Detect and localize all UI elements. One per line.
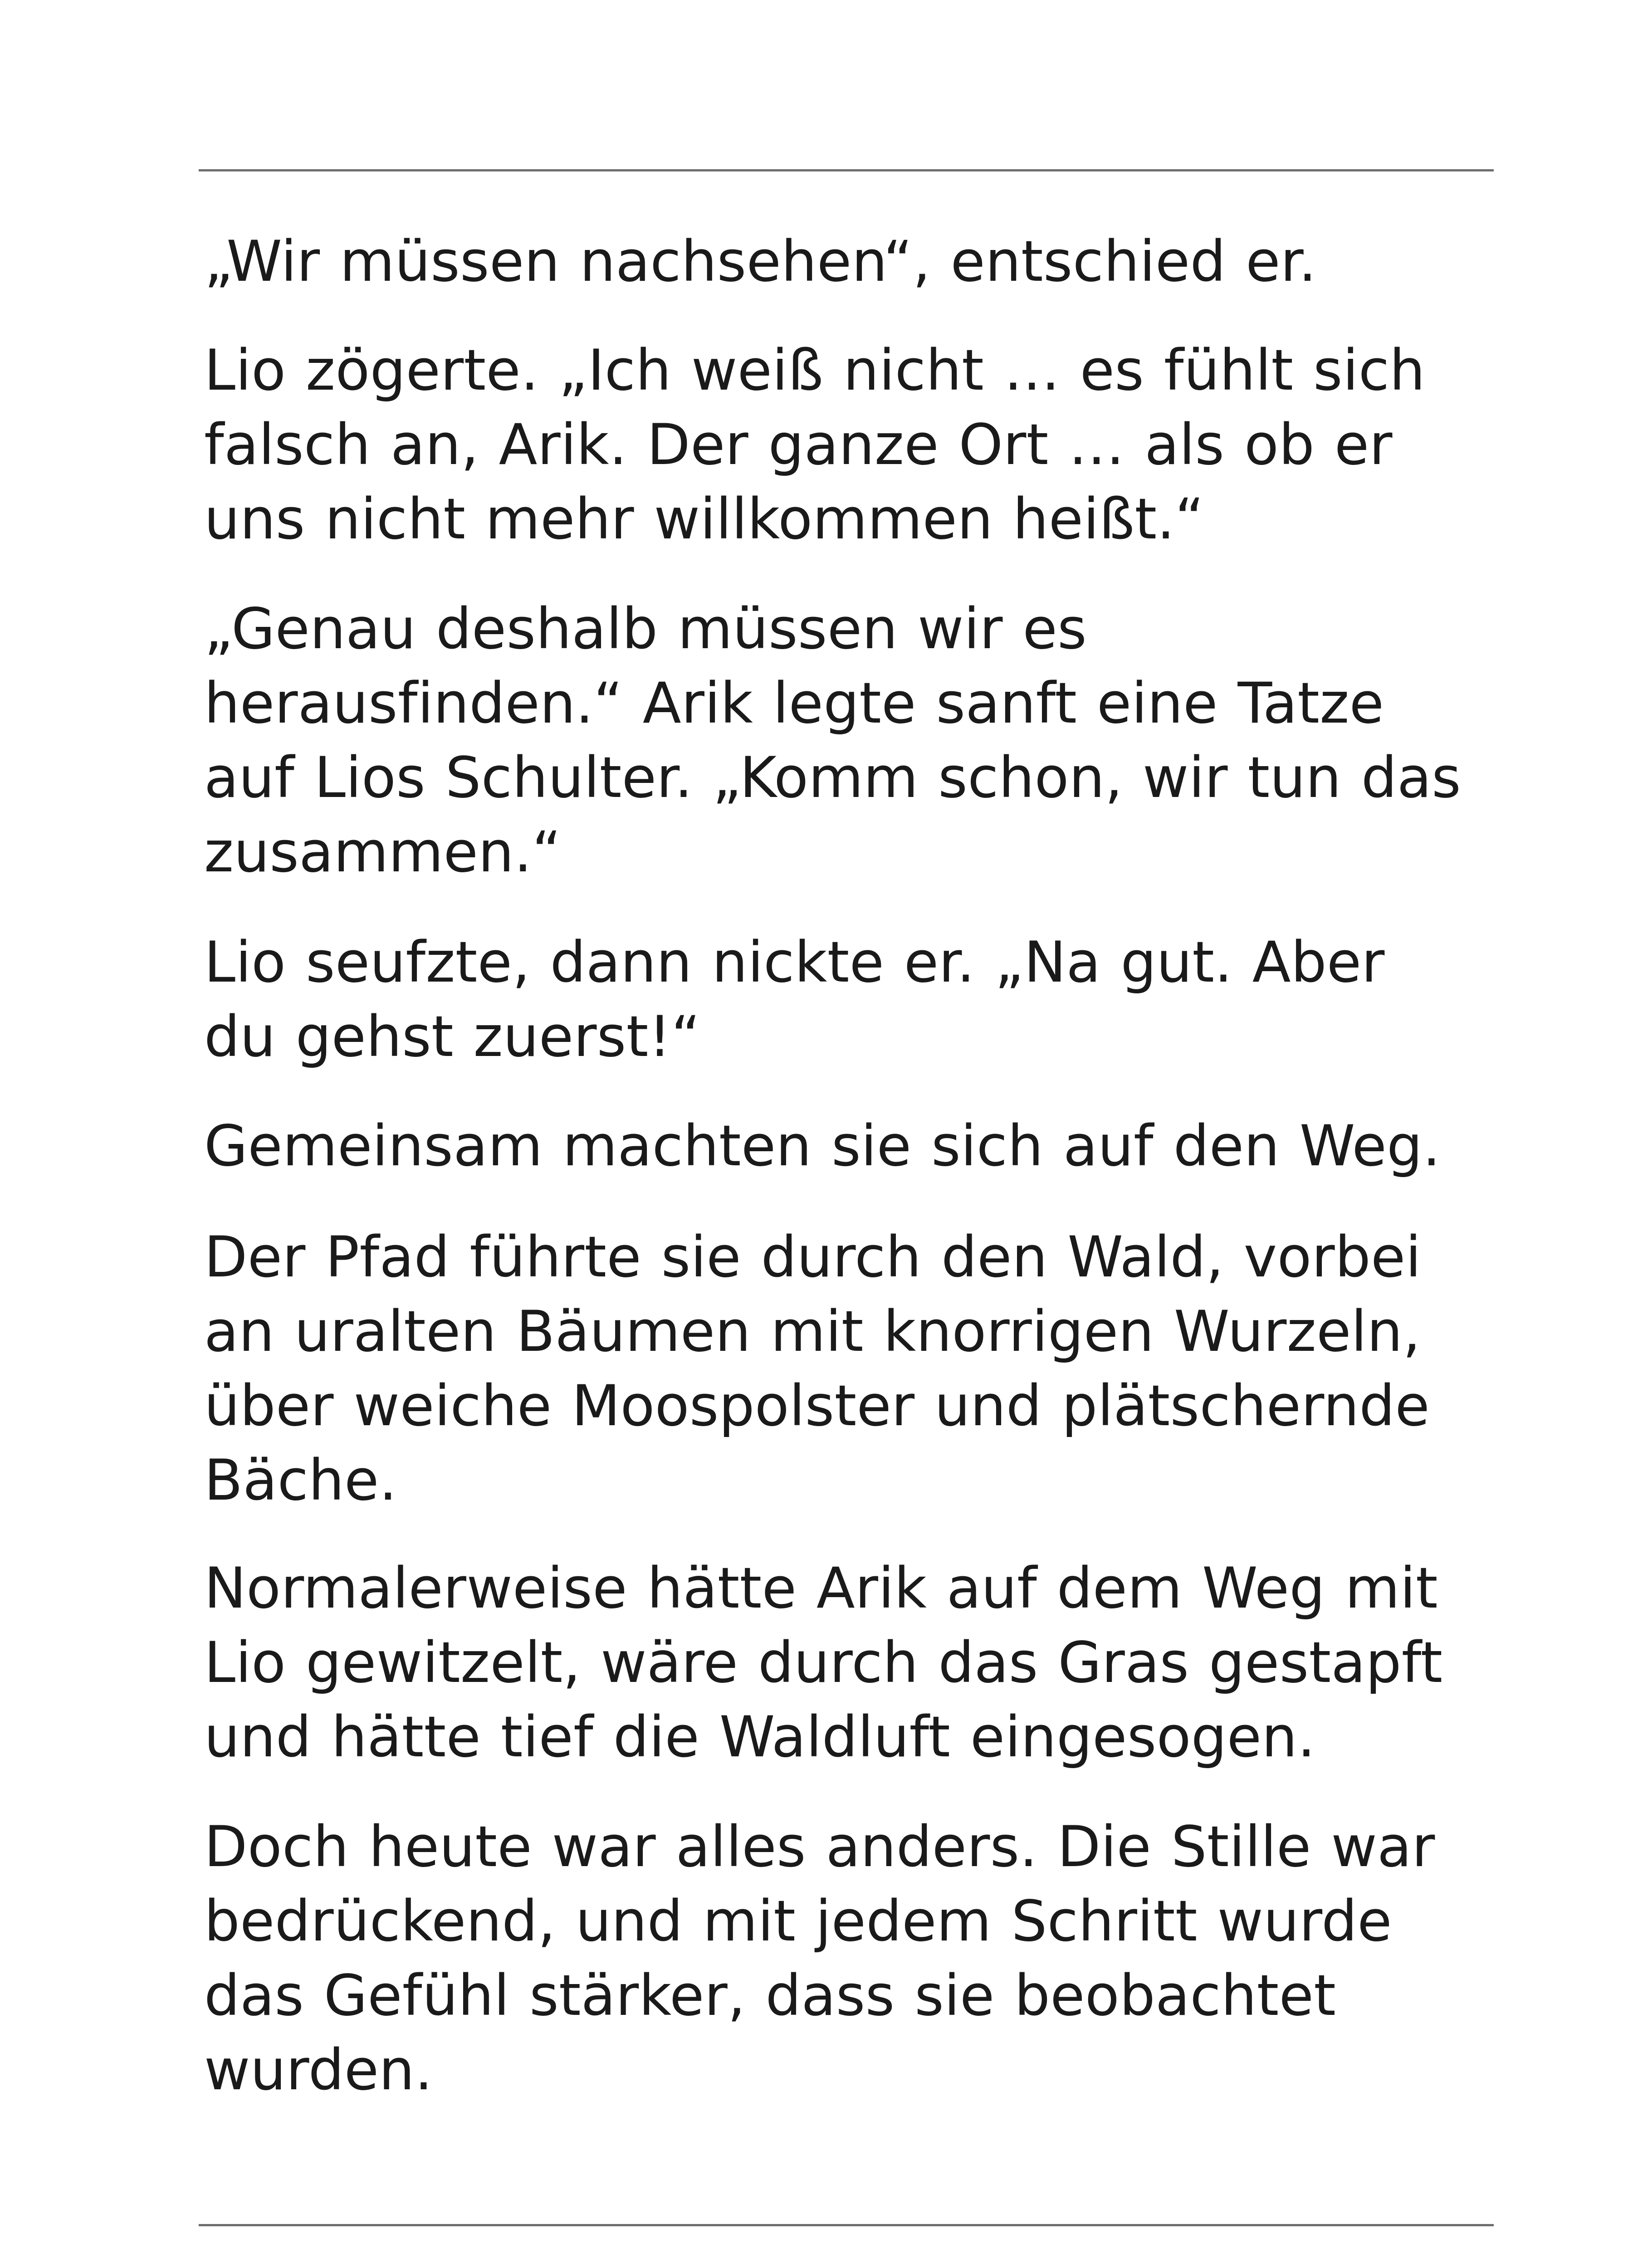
text-line: „Genau deshalb müssen wir es	[204, 596, 1087, 662]
paragraph-8	[204, 1810, 1435, 2107]
paragraph-6	[204, 1220, 1430, 1518]
paragraph-3	[204, 592, 1461, 890]
text-line: an uralten Bäumen mit knorrigen Wurzeln,	[204, 1299, 1421, 1364]
text-line: herausfinden.“ Arik legte sanft eine Tatze	[204, 671, 1384, 736]
text-line: Lio zögerte. „Ich weiß nicht … es fühlt sich	[204, 338, 1426, 403]
footer-rule	[199, 2224, 1494, 2226]
paragraph-5	[204, 1109, 1441, 1183]
text-line: wurden.	[204, 2038, 433, 2103]
paragraph-7	[204, 1551, 1442, 1774]
text-line: falsch an, Arik. Der ganze Ort … als ob er	[204, 412, 1393, 478]
text-line: auf Lios Schulter. „Komm schon, wir tun das	[204, 745, 1462, 811]
text-line: Bäche.	[204, 1448, 397, 1513]
text-line: du gehst zuerst!“	[204, 1004, 701, 1070]
paragraph-1	[204, 225, 1316, 299]
text-line: „Wir müssen nachsehen“, entschied er.	[204, 229, 1317, 294]
text-line: über weiche Moospolster und plätschernde	[204, 1374, 1430, 1439]
text-line: Normalerweise hätte Arik auf dem Weg mit	[204, 1556, 1438, 1621]
paragraph-2	[204, 333, 1425, 557]
header-rule	[199, 169, 1494, 171]
text-line: und hätte tief die Waldluft eingesogen.	[204, 1705, 1316, 1770]
text-line: das Gefühl stärker, dass sie beobachtet	[204, 1963, 1336, 2028]
text-line: Lio gewitzelt, wäre durch das Gras gestapft	[204, 1630, 1443, 1696]
text-line: bedrückend, und mit jedem Schritt wurde	[204, 1889, 1392, 1954]
text-line: Lio seufzte, dann nickte er. „Na gut. Aber	[204, 930, 1385, 995]
text-line: Gemeinsam machten sie sich auf den Weg.	[204, 1114, 1441, 1179]
paragraph-4	[204, 925, 1385, 1074]
text-line: uns nicht mehr willkommen heißt.“	[204, 487, 1204, 552]
text-line: Doch heute war alles anders. Die Stille war	[204, 1814, 1435, 1880]
text-line: zusammen.“	[204, 820, 562, 885]
text-line: Der Pfad führte sie durch den Wald, vorbei	[204, 1225, 1422, 1290]
